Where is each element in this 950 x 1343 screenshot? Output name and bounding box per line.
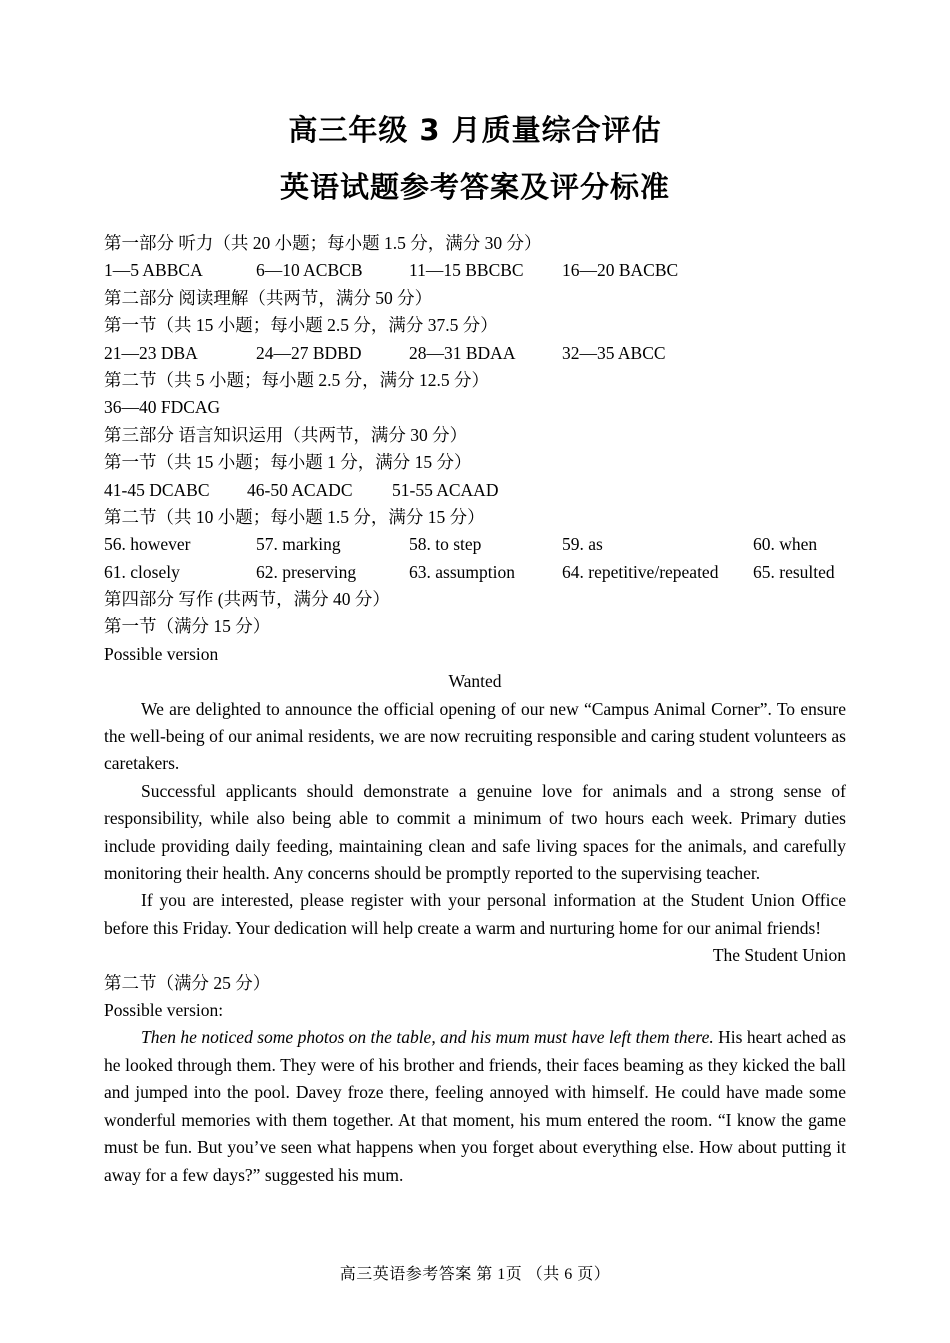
answer-group: 41-45 DCABC: [104, 479, 210, 500]
answer-item: 61. closely: [104, 561, 180, 582]
answer-group: 46-50 ACADC: [247, 479, 353, 500]
answer-group: 1—5 ABBCA: [104, 260, 203, 281]
essay-paragraph: If you are interested, please register with your personal information at the Student Union Office before this Friday. Your dedication will help create a warm and nurturing home for our animal friends!: [104, 890, 846, 938]
answer-group: 24—27 BDBD: [256, 342, 362, 363]
answer-key-content: [104, 230, 846, 1189]
part2-sec1-answers: [104, 340, 846, 367]
answer-group: 11—15 BBCBC: [409, 260, 524, 281]
answer-item: 65. resulted: [753, 561, 835, 582]
answer-group: 32—35 ABCC: [562, 342, 666, 363]
answer-item: 58. to step: [409, 534, 482, 555]
page-title: 高三年级 3 月质量综合评估: [288, 113, 662, 147]
part1-heading: 第一部分 听力（共 20 小题；每小题 1.5 分，满分 30 分）: [104, 233, 542, 253]
essay-paragraph: Successful applicants should demonstrate a genuine love for animals and a strong sense of responsibility, while also being able to commit a minimum of two hours each week. Primary duties include providing daily feeding, maintaining clean and safe living spaces for the animals, and carefully monitoring their health. Any concerns should be promptly reported to the supervising teacher.: [104, 780, 846, 884]
possible-version-label: Possible version:: [104, 1000, 224, 1021]
part2-sec1-heading: 第一节（共 15 小题；每小题 2.5 分，满分 37.5 分）: [104, 315, 498, 336]
answer-group: 6—10 ACBCB: [256, 260, 363, 281]
part3-sec1-answers: [104, 477, 846, 504]
possible-version-label: Possible version: [104, 643, 219, 664]
answer-item: 60. when: [753, 534, 818, 555]
part3-heading: 第三部分 语言知识运用（共两节，满分 30 分）: [104, 424, 468, 445]
answer-group: 28—31 BDAA: [409, 342, 516, 363]
answer-item: 64. repetitive/repeated: [562, 561, 719, 582]
page-footer: 高三英语参考答案 第 1页 （共 6 页）: [339, 1266, 611, 1283]
answer-group: 51-55 ACAAD: [392, 479, 499, 500]
essay-paragraph: We are delighted to announce the official opening of our new “Campus Animal Corner”. To ensure the well-being of our animal residents, we are now recruiting responsible and caring student volunteers as caretakers.: [104, 698, 846, 774]
answer-item: 62. preserving: [256, 561, 357, 582]
part4-heading: 第四部分 写作 (共两节，满分 40 分）: [104, 589, 390, 610]
answer-group: 21—23 DBA: [104, 342, 198, 363]
part4-sec2-heading: 第二节（满分 25 分）: [104, 972, 271, 993]
part1-answers: [104, 257, 846, 284]
part3-sec2-heading: 第二节（共 10 小题；每小题 1.5 分，满分 15 分）: [104, 506, 485, 527]
part3-sec2-row1: [104, 531, 846, 558]
story-paragraph: [104, 1024, 846, 1188]
part3-sec2-row2: [104, 559, 846, 586]
answer-item: 57. marking: [256, 534, 341, 555]
part2-heading: 第二部分 阅读理解（共两节，满分 50 分）: [104, 287, 433, 308]
answer-group: 16—20 BACBC: [562, 260, 679, 281]
story-opening-sentence: Then he noticed some photos on the table, and his mum must have left them there.: [141, 1027, 714, 1048]
answer-item: 59. as: [562, 534, 603, 555]
part4-sec1-heading: 第一节（满分 15 分）: [104, 616, 271, 637]
story-continuation: His heart ached as he looked through them. They were of his brother and friends, their faces beaming as they kicked the ball and jumped into the pool. Davey froze there, feeling annoyed with himself. He could have made some wonderful memories with them together. At that moment, his mum entered the room. “I know the game must be fun. But you’ve seen what happens when you forget about everything else. How about putting it away for a few days?” suggested his mum.: [104, 1027, 846, 1185]
essay-signature: The Student Union: [712, 945, 846, 966]
part2-sec2-answers: 36—40 FDCAG: [104, 397, 221, 418]
page-subtitle: 英语试题参考答案及评分标准: [279, 170, 670, 204]
part2-sec2-heading: 第二节（共 5 小题；每小题 2.5 分，满分 12.5 分）: [104, 369, 489, 390]
answer-item: 56. however: [104, 534, 191, 555]
part3-sec1-heading: 第一节（共 15 小题；每小题 1 分，满分 15 分）: [104, 452, 472, 473]
essay-title: Wanted: [448, 671, 502, 692]
answer-item: 63. assumption: [409, 561, 515, 582]
